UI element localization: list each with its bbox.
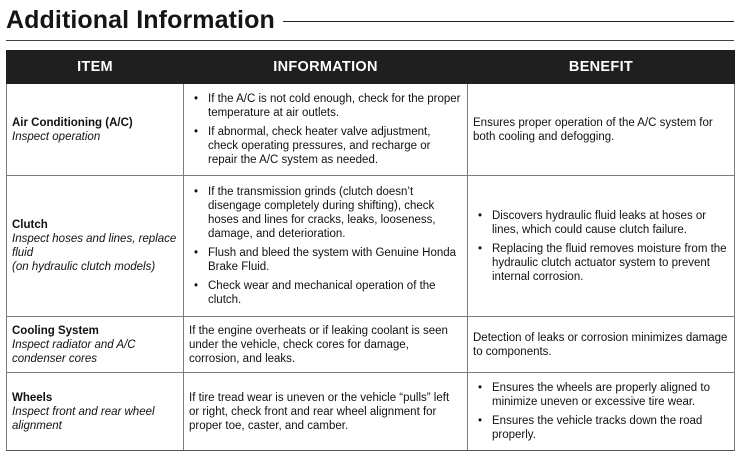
header-item: ITEM [7, 51, 184, 84]
information-bullet: • If abnormal, check heater valve adjustment, check operating pressures, and recharge or repair the A/C system as needed. [189, 125, 462, 167]
item-name: Cooling System [12, 324, 99, 337]
information-text: If the engine overheats or if leaking coolant is seen under the vehicle, check cores for damage, corrosion, and leaks. [189, 324, 448, 365]
page-header [6, 2, 734, 38]
benefit-cell [468, 317, 735, 373]
item-cell [7, 176, 184, 317]
table-row [7, 317, 735, 373]
title-divider [283, 21, 734, 22]
item-action: Inspect operation [12, 130, 101, 143]
information-bullet: • Check wear and mechanical operation of the clutch. [189, 279, 462, 307]
maintenance-info-table [6, 50, 735, 451]
benefit-cell [468, 176, 735, 317]
information-text: If tire tread wear is uneven or the vehicle “pulls” left or right, check front and rear wheel alignment for proper toe, caster, and camber. [189, 391, 450, 432]
benefit-bullet: • Discovers hydraulic fluid leaks at hoses or lines, which could cause clutch failure. [473, 209, 729, 237]
page-title: Additional Information [6, 5, 275, 34]
benefit-text: Detection of leaks or corrosion minimizes damage to components. [473, 331, 728, 358]
benefit-bullet: • Replacing the fluid removes moisture from the hydraulic clutch actuator system to prevent internal corrosion. [473, 242, 729, 284]
table-header-row [7, 51, 735, 84]
benefit-bullet: • Ensures the vehicle tracks down the road properly. [473, 414, 729, 442]
table-row [7, 84, 735, 176]
information-bullet: • If the A/C is not cold enough, check for the proper temperature at air outlets. [189, 92, 462, 120]
item-action: Inspect front and rear wheel alignment [12, 405, 155, 432]
benefit-cell [468, 84, 735, 176]
information-cell [184, 373, 468, 451]
item-name: Air Conditioning (A/C) [12, 116, 133, 129]
table-row [7, 373, 735, 451]
information-bullet: • Flush and bleed the system with Genuine Honda Brake Fluid. [189, 246, 462, 274]
item-cell [7, 373, 184, 451]
item-action: Inspect hoses and lines, replace fluid [12, 233, 177, 259]
header-underline [6, 40, 734, 41]
item-name: Wheels [12, 391, 53, 404]
header-information: INFORMATION [184, 51, 468, 84]
benefit-bullet: • Ensures the wheels are properly aligned to minimize uneven or excessive tire wear. [473, 381, 729, 409]
item-name: Clutch [12, 219, 48, 231]
table-row [7, 176, 735, 317]
information-bullet: • If the transmission grinds (clutch doesn’t disengage completely during shifting), check hoses and lines for cracks, leaks, looseness, damage, and deterioration. [189, 185, 462, 241]
benefit-text: Ensures proper operation of the A/C system for both cooling and defogging. [473, 116, 713, 143]
benefit-cell [468, 373, 735, 451]
information-cell [184, 317, 468, 373]
information-cell [184, 176, 468, 317]
item-cell [7, 84, 184, 176]
header-benefit: BENEFIT [468, 51, 735, 84]
item-note: (on hydraulic clutch models) [12, 261, 156, 273]
information-cell [184, 84, 468, 176]
item-cell [7, 317, 184, 373]
item-action: Inspect radiator and A/C condenser cores [12, 338, 136, 365]
